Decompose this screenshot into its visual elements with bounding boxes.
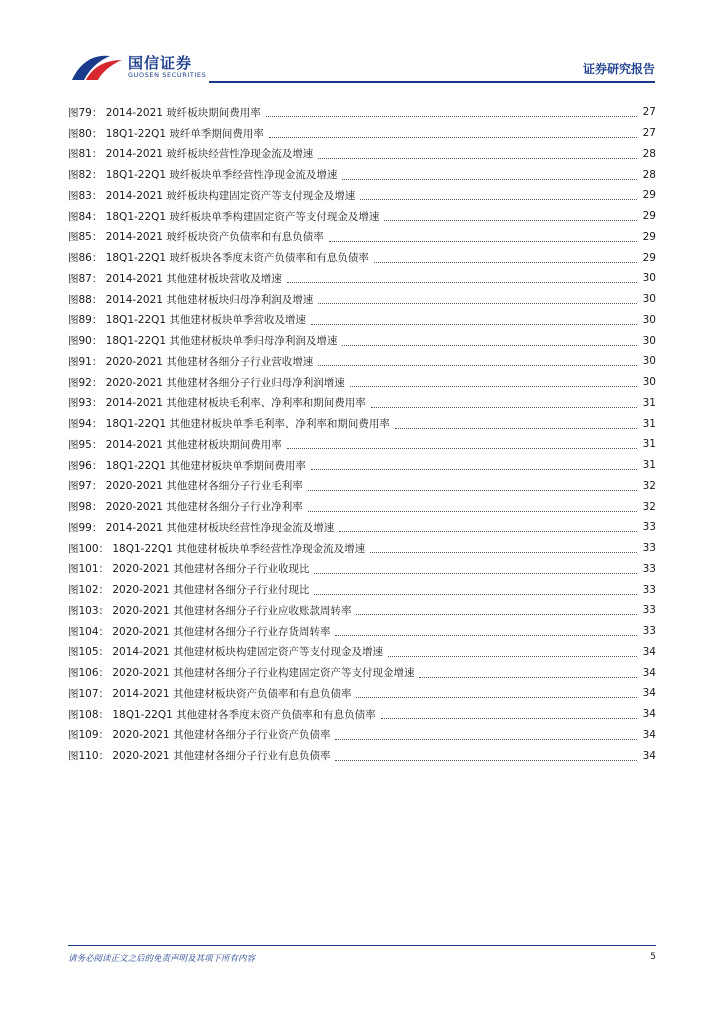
toc-entry[interactable] [68,517,656,538]
toc-leader-dots [395,427,637,429]
toc-entry-label: 图85： 2014-2021 玻纤板块资产负债率和有息负债率 [68,231,324,244]
toc-entry[interactable] [68,164,656,185]
toc-entry-label: 图93： 2014-2021 其他建材板块毛利率、净利率和期间费用率 [68,397,366,410]
toc-entry-page: 31 [642,438,656,451]
toc-entry-page: 30 [642,272,656,285]
toc-entry-label: 图110： 2020-2021 其他建材各细分子行业有息负债率 [68,750,331,763]
toc-entry[interactable] [68,289,656,310]
toc-leader-dots [318,157,637,159]
toc-leader-dots [419,676,637,678]
toc-entry-page: 33 [642,542,656,555]
toc-entry-label: 图87： 2014-2021 其他建材板块营收及增速 [68,272,282,285]
toc-entry-label: 图104： 2020-2021 其他建材各细分子行业存货周转率 [68,625,331,638]
toc-entry-page: 33 [642,583,656,596]
toc-entry-page: 29 [642,189,656,202]
footer-divider [68,945,656,946]
toc-entry-label: 图83： 2014-2021 玻纤板块构建固定资产等支付现金及增速 [68,189,356,202]
toc-entry[interactable] [68,662,656,683]
toc-entry[interactable] [68,559,656,580]
toc-entry[interactable] [68,496,656,517]
toc-leader-dots [314,572,637,574]
toc-entry-page: 33 [642,604,656,617]
toc-leader-dots [356,613,637,615]
toc-entry-label: 图90： 18Q1-22Q1 其他建材板块单季归母净利润及增速 [68,335,338,348]
toc-entry-page: 33 [642,521,656,534]
toc-leader-dots [308,510,637,512]
toc-entry[interactable] [68,144,656,165]
toc-entry-page: 27 [642,106,656,119]
toc-entry-page: 34 [642,687,656,700]
toc-leader-dots [388,655,637,657]
toc-entry[interactable] [68,372,656,393]
toc-entry-label: 图84： 18Q1-22Q1 玻纤板块单季构建固定资产等支付现金及增速 [68,210,380,223]
toc-entry-label: 图89： 18Q1-22Q1 其他建材板块单季营收及增速 [68,314,306,327]
toc-entry-label: 图105： 2014-2021 其他建材板块构建固定资产等支付现金及增速 [68,646,383,659]
toc-leader-dots [335,759,637,761]
toc-leader-dots [374,261,637,263]
toc-leader-dots [339,530,637,532]
toc-entry[interactable] [68,579,656,600]
toc-entry[interactable] [68,102,656,123]
toc-entry-page: 28 [642,168,656,181]
toc-entry[interactable] [68,123,656,144]
toc-entry-label: 图94： 18Q1-22Q1 其他建材板块单季毛利率、净利率和期间费用率 [68,418,390,431]
toc-entry-page: 34 [642,645,656,658]
toc-leader-dots [329,240,637,242]
toc-entry[interactable] [68,725,656,746]
toc-entry-page: 34 [642,728,656,741]
toc-entry-page: 28 [642,147,656,160]
toc-entry-label: 图92： 2020-2021 其他建材各细分子行业归母净利润增速 [68,376,345,389]
toc-entry-page: 30 [642,293,656,306]
toc-entry[interactable] [68,455,656,476]
toc-entry-label: 图108： 18Q1-22Q1 其他建材各季度末资产负债率和有息负债率 [68,708,376,721]
toc-entry[interactable] [68,745,656,766]
toc-entry-label: 图106： 2020-2021 其他建材各细分子行业构建固定资产等支付现金增速 [68,667,415,680]
toc-leader-dots [381,717,637,719]
toc-entry-label: 图82： 18Q1-22Q1 玻纤板块单季经营性净现金流及增速 [68,169,338,182]
toc-entry[interactable] [68,538,656,559]
toc-entry-label: 图102： 2020-2021 其他建材各细分子行业付现比 [68,584,310,597]
toc-entry[interactable] [68,206,656,227]
toc-entry[interactable] [68,351,656,372]
toc-entry[interactable] [68,185,656,206]
toc-entry[interactable] [68,642,656,663]
toc-entry[interactable] [68,268,656,289]
page-header [0,0,724,90]
toc-entry[interactable] [68,227,656,248]
toc-entry[interactable] [68,683,656,704]
toc-entry-page: 33 [642,562,656,575]
toc-entry-label: 图96： 18Q1-22Q1 其他建材板块单季期间费用率 [68,459,306,472]
toc-entry[interactable] [68,476,656,497]
toc-entry-label: 图88： 2014-2021 其他建材板块归母净利润及增速 [68,293,314,306]
toc-entry-page: 34 [642,708,656,721]
toc-leader-dots [287,447,637,449]
toc-leader-dots [287,281,637,283]
toc-leader-dots [342,344,637,346]
toc-leader-dots [350,385,637,387]
toc-leader-dots [371,406,637,408]
report-type: 证券研究报告 [582,62,655,76]
toc-entry[interactable] [68,621,656,642]
toc-entry-page: 32 [642,479,656,492]
toc-leader-dots [342,178,637,180]
toc-entry-label: 图100： 18Q1-22Q1 其他建材板块单季经营性净现金流及增速 [68,542,366,555]
toc-entry[interactable] [68,434,656,455]
toc-entry-page: 31 [642,417,656,430]
toc-entry[interactable] [68,247,656,268]
toc-entry-label: 图79： 2014-2021 玻纤板块期间费用率 [68,106,261,119]
toc-entry-page: 30 [642,376,656,389]
toc-entry-page: 34 [642,666,656,679]
header-divider [209,81,655,83]
toc-entry-label: 图101： 2020-2021 其他建材各细分子行业收现比 [68,563,310,576]
toc-entry-label: 图103： 2020-2021 其他建材各细分子行业应收账款周转率 [68,604,352,617]
toc-entry-page: 30 [642,355,656,368]
footer-disclaimer: 请务必阅读正文之后的免责声明及其项下所有内容 [68,954,256,964]
toc-entry-page: 30 [642,313,656,326]
toc-entry-label: 图97： 2020-2021 其他建材各细分子行业毛利率 [68,480,303,493]
toc-leader-dots [370,551,637,553]
toc-leader-dots [308,489,637,491]
toc-entry-page: 27 [642,127,656,140]
toc-entry-page: 29 [642,251,656,264]
page-number: 5 [650,952,656,962]
toc-entry-page: 33 [642,625,656,638]
guosen-logo-icon [70,50,124,84]
toc-leader-dots [318,302,637,304]
toc-entry-label: 图98： 2020-2021 其他建材各细分子行业净利率 [68,501,303,514]
figure-index [68,102,656,766]
toc-entry-page: 31 [642,459,656,472]
toc-leader-dots [360,198,637,200]
toc-leader-dots [266,115,637,117]
toc-entry-label: 图99： 2014-2021 其他建材板块经营性净现金流及增速 [68,521,335,534]
toc-leader-dots [314,593,637,595]
toc-entry-label: 图86： 18Q1-22Q1 玻纤板块各季度末资产负债率和有息负债率 [68,252,369,265]
toc-entry[interactable] [68,413,656,434]
toc-entry-page: 29 [642,210,656,223]
toc-leader-dots [335,738,637,740]
toc-leader-dots [318,364,637,366]
toc-entry-label: 图81： 2014-2021 玻纤板块经营性净现金流及增速 [68,148,314,161]
logo-name: 国信证券 [128,54,193,72]
toc-leader-dots [311,323,637,325]
toc-entry[interactable] [68,393,656,414]
toc-entry-label: 图80： 18Q1-22Q1 玻纤单季期间费用率 [68,127,264,140]
toc-leader-dots [356,696,637,698]
logo-english-name: GUOSEN SECURITIES [128,71,207,79]
toc-entry-label: 图91： 2020-2021 其他建材各细分子行业营收增速 [68,355,314,368]
guosen-logo [70,50,210,84]
toc-leader-dots [335,634,637,636]
toc-entry-label: 图107： 2014-2021 其他建材板块资产负债率和有息负债率 [68,687,352,700]
toc-entry-page: 31 [642,396,656,409]
toc-entry[interactable] [68,330,656,351]
toc-entry[interactable] [68,600,656,621]
toc-entry-page: 34 [642,749,656,762]
toc-entry[interactable] [68,310,656,331]
toc-entry-page: 29 [642,230,656,243]
toc-entry[interactable] [68,704,656,725]
toc-entry-label: 图95： 2014-2021 其他建材板块期间费用率 [68,438,282,451]
toc-entry-page: 30 [642,334,656,347]
toc-leader-dots [311,468,637,470]
toc-entry-label: 图109： 2020-2021 其他建材各细分子行业资产负债率 [68,729,331,742]
toc-leader-dots [384,219,637,221]
toc-entry-page: 32 [642,500,656,513]
toc-leader-dots [269,136,637,138]
